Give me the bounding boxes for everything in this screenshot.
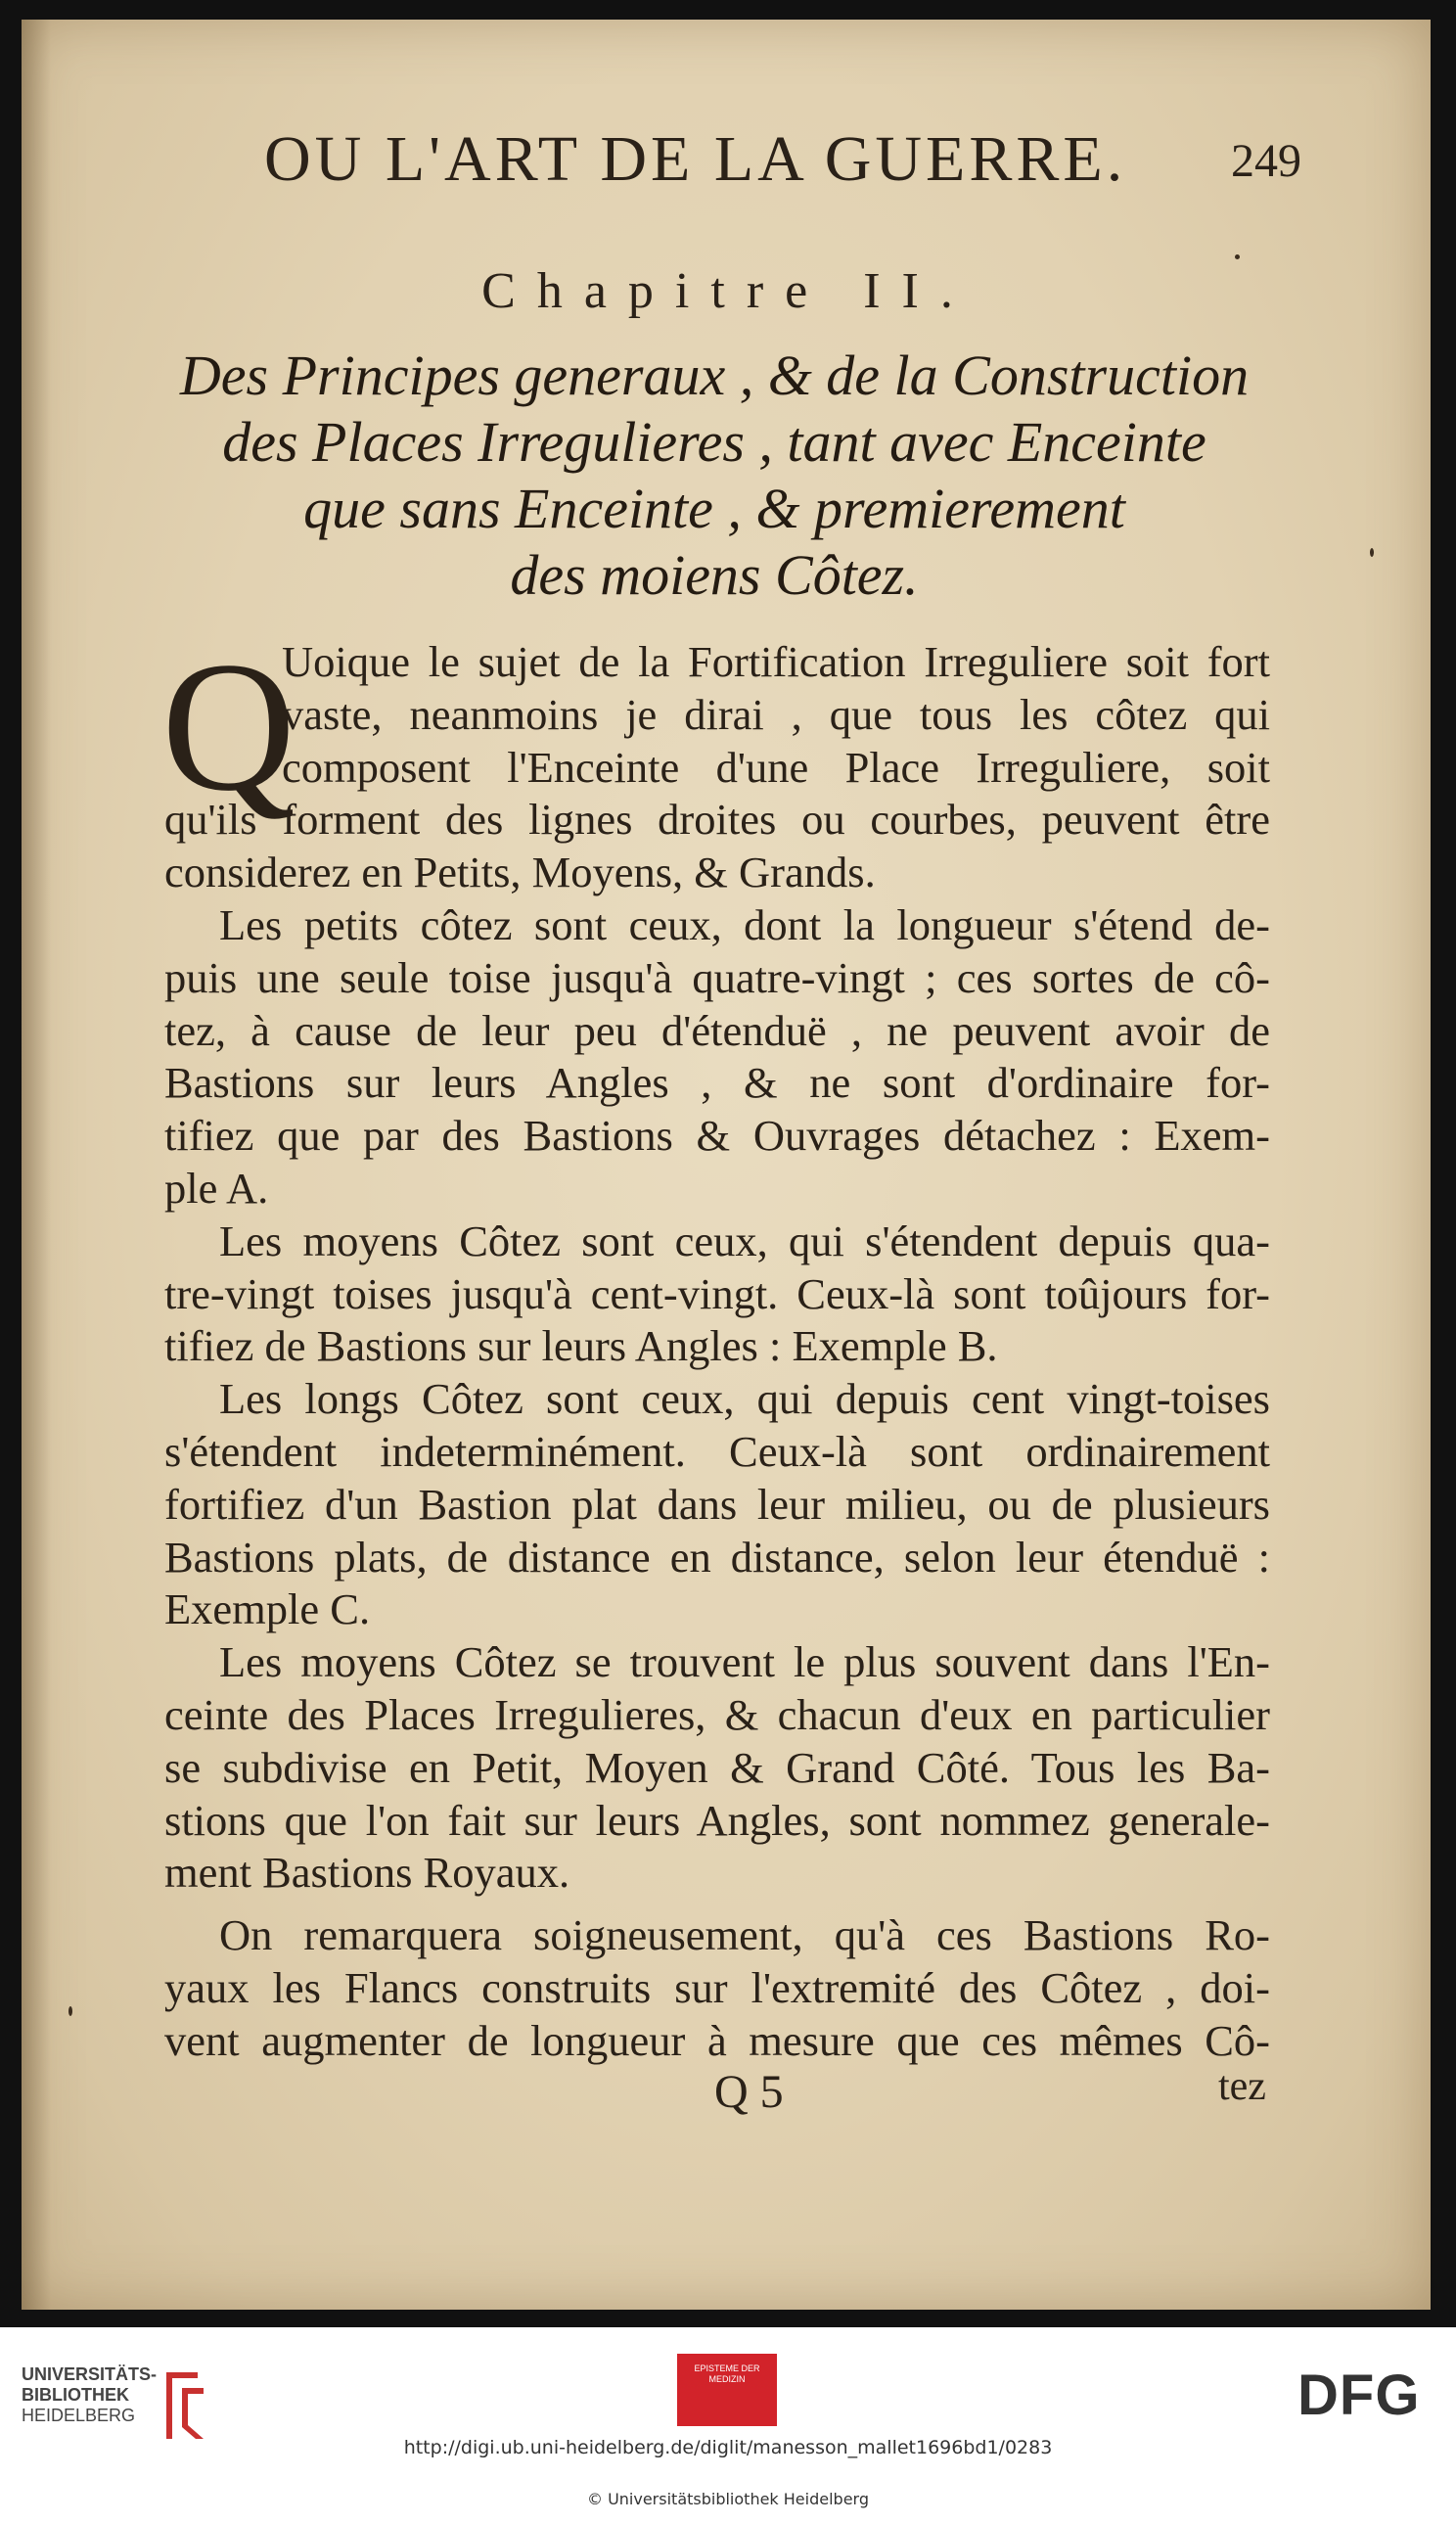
copyright-notice: © Universitätsbibliothek Heidelberg (586, 2490, 869, 2508)
chapter-subtitle (127, 343, 1301, 609)
running-header (264, 122, 1301, 201)
text-line: s'étendent indeterminément. Ceux-là sont ordinairement (164, 1426, 1270, 1476)
text-line: ment Bastions Royaux. (164, 1848, 570, 1898)
text-line: ceinte des Places Irregulieres, & chacun d'eux en particulier (164, 1689, 1270, 1739)
text-line: considerez en Petits, Moyens, & Grands. (164, 848, 876, 897)
text-line: tifiez que par des Bastions & Ouvrages détachez : Exem- (164, 1111, 1270, 1161)
text-line: Bastions sur leurs Angles , & ne sont d'ordinaire for- (164, 1058, 1270, 1108)
library-name (22, 2364, 157, 2426)
subtitle-line: Des Principes generaux , & de la Construction (179, 344, 1250, 407)
library-line: BIBLIOTHEK (22, 2385, 129, 2405)
subtitle-line: des moiens Côtez. (510, 543, 919, 607)
center-logo-text: EPISTEME DER MEDIZIN (694, 2363, 760, 2384)
text-line: tre-vingt toises jusqu'à cent-vingt. Ceux-là sont toûjours for- (164, 1268, 1270, 1318)
running-head-title: OU L'ART DE LA GUERRE. (264, 123, 1127, 195)
catchword: tez (1218, 2064, 1266, 2109)
chapter-heading: Chapitre II. (481, 263, 975, 319)
text-line: puis une seule toise jusqu'à quatre-vingt ; ces sortes de cô- (164, 952, 1270, 1002)
text-line: vaste, neanmoins je dirai , que tous les côtez qui (282, 689, 1270, 739)
signature-mark: Q 5 (714, 2066, 784, 2118)
text-line: On remarquera soigneusement, qu'à ces Bastions Ro- (219, 1910, 1270, 1960)
text-line: Les petits côtez sont ceux, dont la longueur s'étend de- (219, 899, 1270, 949)
text-line: tez, à cause de leur peu d'étenduë , ne peuvent avoir de (164, 1005, 1270, 1055)
library-line: HEIDELBERG (22, 2406, 136, 2425)
text-line: composent l'Enceinte d'une Place Irreguliere, soit (282, 742, 1270, 792)
center-logo[interactable] (677, 2354, 777, 2426)
text-line: ple A. (164, 1163, 269, 1213)
library-mark-icon (159, 2366, 211, 2445)
text-line: Exemple C. (164, 1584, 371, 1634)
text-line: se subdivise en Petit, Moyen & Grand Côté. Tous les Ba- (164, 1742, 1270, 1792)
text-line: qu'ils forment des lignes droites ou courbes, peuvent être (164, 795, 1270, 845)
subtitle-line: des Places Irregulieres , tant avec Enceinte (222, 410, 1206, 474)
text-line: Bastions plats, de distance en distance, selon leur étenduë : (164, 1532, 1270, 1582)
library-line: UNIVERSITÄTS- (22, 2364, 158, 2384)
text-line: Les moyens Côtez sont ceux, qui s'étendent depuis qua- (219, 1216, 1270, 1265)
viewer-footer (0, 2327, 1456, 2524)
text-line: fortifiez d'un Bastion plat dans leur milieu, ou de plusieurs (164, 1479, 1270, 1529)
text-line: Les moyens Côtez se trouvent le plus souvent dans l'En- (219, 1637, 1270, 1687)
page-number: 249 (1231, 135, 1301, 187)
text-line: Les longs Côtez sont ceux, qui depuis cent vingt-toises (219, 1374, 1270, 1424)
drop-cap: Q (161, 624, 296, 830)
text-line: stions que l'on fait sur leurs Angles, sont nommez generale- (164, 1795, 1270, 1845)
text-line: tifiez de Bastions sur leurs Angles : Exemple B. (164, 1321, 998, 1371)
text-line: yaux les Flancs construits sur l'extremité des Côtez , doi- (164, 1962, 1270, 2012)
text-line: Uoique le sujet de la Fortification Irreguliere soit fort (282, 637, 1270, 686)
text-line: vent augmenter de longueur à mesure que ces mêmes Cô- (164, 2015, 1270, 2065)
subtitle-line: que sans Enceinte , & premierement (303, 477, 1125, 540)
dfg-logo[interactable]: DFG (1297, 2363, 1421, 2427)
page-url[interactable]: http://digi.ub.uni-heidelberg.de/diglit/manesson_mallet1696bd1/0283 (403, 2437, 1053, 2458)
body-text (164, 636, 1270, 2068)
